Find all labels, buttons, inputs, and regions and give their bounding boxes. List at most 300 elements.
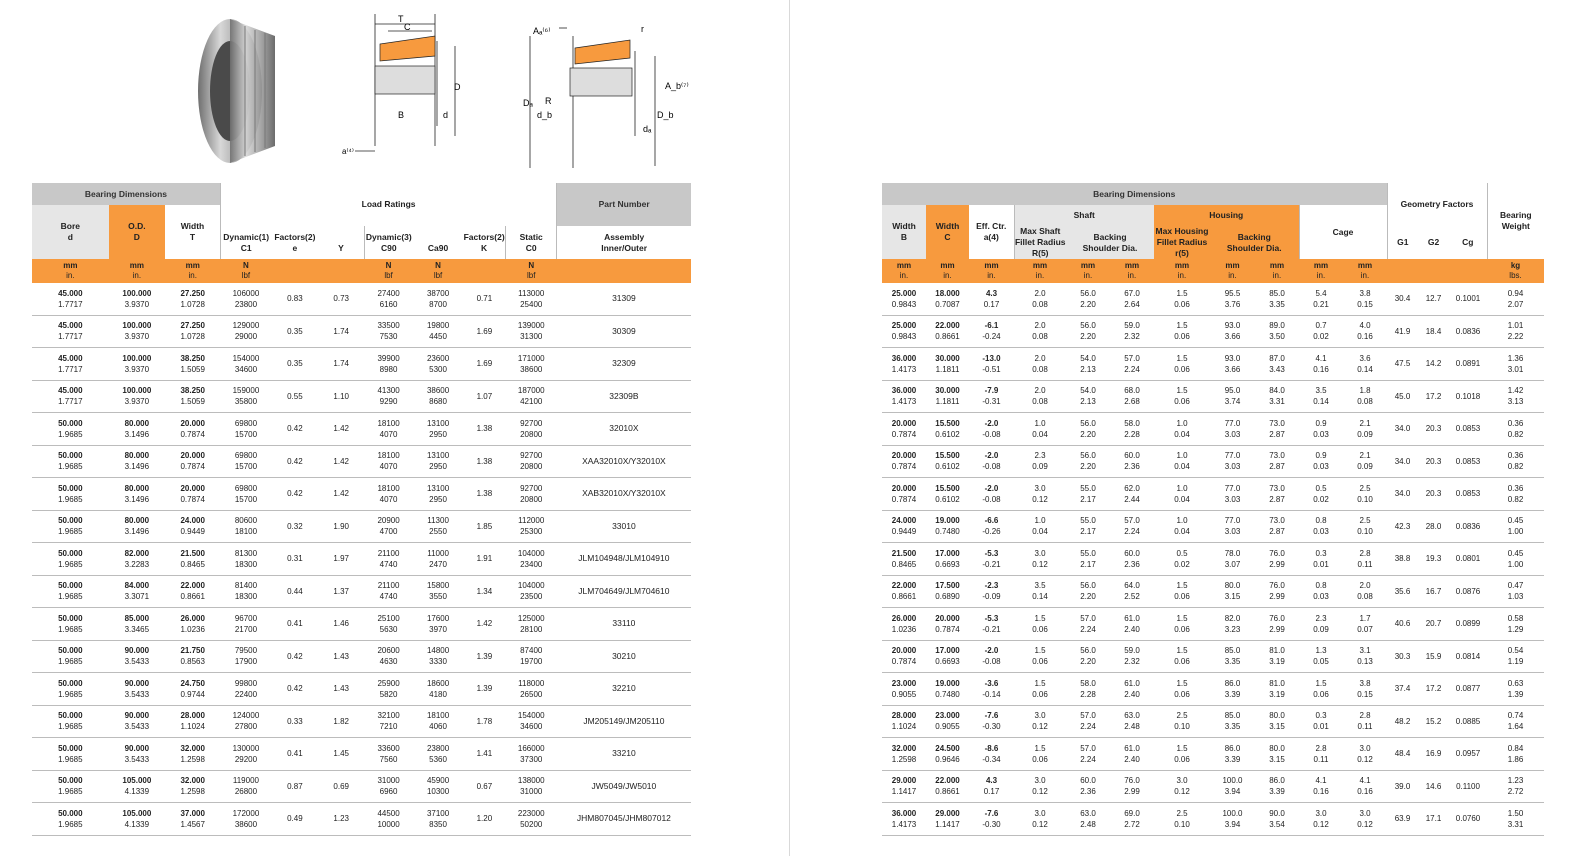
table-cell: 69800 15700 (220, 445, 271, 478)
table-cell: 34.0 (1387, 478, 1418, 511)
table-cell: 82.000 3.2283 (109, 543, 165, 576)
table-cell: 2.1 0.09 (1343, 413, 1387, 446)
table-cell: 21.500 0.8465 (165, 543, 220, 576)
left-unit-cell: N lbf (413, 259, 463, 283)
table-cell: 20.000 0.7874 (882, 640, 926, 673)
table-cell: 0.0853 (1449, 413, 1487, 446)
table-cell: 2.5 0.10 (1154, 705, 1210, 738)
table-cell: 30.3 (1387, 640, 1418, 673)
table-cell: 0.1100 (1449, 770, 1487, 803)
mounting-dimensions-diagram (515, 6, 695, 178)
table-cell: 100.000 3.9370 (109, 348, 165, 381)
table-cell: 1.97 (318, 543, 364, 576)
table-row (32, 283, 691, 315)
dynamic1-header: Dynamic(1) C1 (220, 226, 271, 259)
bearing-dimensions-header-right: Bearing Dimensions (882, 183, 1387, 205)
table-cell: 95.5 3.76 (1210, 283, 1255, 315)
table-cell: 154000 34600 (220, 348, 271, 381)
table-cell: 3.0 0.12 (1014, 770, 1066, 803)
table-cell: 171000 38600 (506, 348, 557, 381)
table-cell: 18100 4060 (413, 705, 463, 738)
table-row (882, 348, 1544, 381)
table-cell: 81.0 3.19 (1255, 673, 1299, 706)
table-cell: 59.0 2.32 (1110, 640, 1154, 673)
table-cell: 0.3 0.01 (1299, 543, 1343, 576)
table-cell: 32010X (557, 413, 691, 446)
table-cell: 25.000 0.9843 (882, 283, 926, 315)
table-cell: 57.0 2.24 (1066, 738, 1110, 771)
table-cell: 4.0 0.16 (1343, 315, 1387, 348)
table-cell: 1.38 (463, 413, 506, 446)
max-housing-header: Max Housing Fillet Radius r(5) (1155, 226, 1209, 258)
table-row (32, 640, 691, 673)
table-cell: 32309B (557, 380, 691, 413)
left-unit-cell: N lbf (220, 259, 271, 283)
cg-header: Cg (1449, 226, 1487, 259)
table-row (32, 770, 691, 803)
table-cell: 0.35 (271, 315, 318, 348)
table-cell: 3.8 0.15 (1343, 673, 1387, 706)
table-cell: 50.000 1.9685 (32, 478, 109, 511)
table-cell: 4.3 0.17 (969, 770, 1014, 803)
table-cell: 81.0 3.19 (1255, 640, 1299, 673)
table-cell: 14.6 (1418, 770, 1449, 803)
table-cell: 0.94 2.07 (1487, 283, 1544, 315)
table-cell: 45.000 1.7717 (32, 348, 109, 381)
table-cell: 13100 2950 (413, 445, 463, 478)
table-cell: 0.42 (271, 673, 318, 706)
table-cell: 12.7 (1418, 283, 1449, 315)
table-cell: 1.36 3.01 (1487, 348, 1544, 381)
table-cell: 138000 31000 (506, 770, 557, 803)
table-cell: 20600 4630 (364, 640, 413, 673)
table-cell: 104000 23400 (506, 543, 557, 576)
table-cell: 1.5 0.06 (1154, 283, 1210, 315)
table-cell: 1.01 2.22 (1487, 315, 1544, 348)
eff-ctr-header: Eff. Ctr. a(4) (969, 205, 1014, 259)
table-cell: 85.0 3.35 (1210, 705, 1255, 738)
label-Aa: Aₐ⁽⁶⁾ (533, 26, 551, 36)
table-cell: 2.0 0.08 (1014, 380, 1066, 413)
table-cell: 34.0 (1387, 445, 1418, 478)
label-Da: Dₐ (523, 98, 533, 108)
table-cell: 33600 7560 (364, 738, 413, 771)
table-cell: 20.000 0.7874 (882, 478, 926, 511)
table-cell: 0.32 (271, 510, 318, 543)
y-header: Y (318, 226, 364, 259)
table-row (32, 413, 691, 446)
left-unit-cell: mm in. (109, 259, 165, 283)
table-cell: 54.0 2.13 (1066, 348, 1110, 381)
table-cell: 64.0 2.52 (1110, 575, 1154, 608)
table-cell: 1.5 0.06 (1154, 348, 1210, 381)
table-cell: 1.10 (318, 380, 364, 413)
table-cell: 37.4 (1387, 673, 1418, 706)
table-cell: 45.000 1.7717 (32, 315, 109, 348)
table-cell: 30210 (557, 640, 691, 673)
table-row (32, 575, 691, 608)
table-cell: 50.000 1.9685 (32, 510, 109, 543)
table-cell: -6.1 -0.24 (969, 315, 1014, 348)
table-cell: 67.0 2.64 (1110, 283, 1154, 315)
table-cell: 45.000 1.7717 (32, 283, 109, 315)
table-cell: 0.42 (271, 445, 318, 478)
table-row (882, 705, 1544, 738)
table-cell: 32309 (557, 348, 691, 381)
table-cell: -2.0 -0.08 (969, 445, 1014, 478)
table-cell: 4.1 0.16 (1299, 770, 1343, 803)
table-cell: -7.6 -0.30 (969, 705, 1014, 738)
table-cell: 1.50 3.31 (1487, 803, 1544, 836)
table-cell: JLM104948/JLM104910 (557, 543, 691, 576)
table-cell: -2.0 -0.08 (969, 478, 1014, 511)
table-cell: 4.1 0.16 (1299, 348, 1343, 381)
table-cell: 104000 23500 (506, 575, 557, 608)
table-cell: 30.000 1.1811 (926, 348, 969, 381)
table-cell: 92700 20800 (506, 478, 557, 511)
table-cell: 13100 2950 (413, 413, 463, 446)
table-cell: 20.7 (1418, 608, 1449, 641)
table-cell: 58.0 2.28 (1066, 673, 1110, 706)
table-cell: 56.0 2.20 (1066, 413, 1110, 446)
table-cell: 130000 29200 (220, 738, 271, 771)
table-cell: -5.3 -0.21 (969, 608, 1014, 641)
table-cell: 20.000 0.7874 (165, 445, 220, 478)
mounting-dimensions-table (882, 183, 1544, 836)
table-row (882, 543, 1544, 576)
table-cell: 1.5 0.06 (1154, 738, 1210, 771)
table-cell: 80.0 3.15 (1255, 705, 1299, 738)
table-cell: 1.0 0.04 (1154, 445, 1210, 478)
table-cell: 3.1 0.13 (1343, 640, 1387, 673)
table-cell: 76.0 2.99 (1255, 608, 1299, 641)
table-cell: 1.5 0.06 (1014, 640, 1066, 673)
table-cell: 50.000 1.9685 (32, 738, 109, 771)
table-cell: 0.42 (271, 413, 318, 446)
table-cell: 0.63 1.39 (1487, 673, 1544, 706)
table-cell: 0.0899 (1449, 608, 1487, 641)
c90-header: Dynamic(3) C90 (364, 226, 413, 259)
table-cell: 86.0 3.39 (1210, 738, 1255, 771)
table-cell: 29.000 1.1417 (926, 803, 969, 836)
page-divider (789, 0, 790, 856)
table-cell: 22.000 0.8661 (926, 770, 969, 803)
table-cell: 1.78 (463, 705, 506, 738)
right-unit-cell: mm in. (1299, 259, 1343, 283)
table-cell: 2.5 0.10 (1343, 478, 1387, 511)
table-cell: 4.3 0.17 (969, 283, 1014, 315)
table-cell: 1.45 (318, 738, 364, 771)
table-cell: 0.0891 (1449, 348, 1487, 381)
table-cell: 14800 3330 (413, 640, 463, 673)
left-unit-cell (318, 259, 364, 283)
right-unit-cell (1387, 259, 1418, 283)
table-cell: -2.0 -0.08 (969, 640, 1014, 673)
table-cell: 39900 8980 (364, 348, 413, 381)
table-cell: 0.67 (463, 770, 506, 803)
table-cell: 1.74 (318, 348, 364, 381)
table-cell: 1.42 (318, 413, 364, 446)
table-row (882, 445, 1544, 478)
table-row (32, 705, 691, 738)
table-cell: 1.41 (463, 738, 506, 771)
table-cell: 0.44 (271, 575, 318, 608)
table-cell: 1.5 0.06 (1154, 575, 1210, 608)
table-cell: 50.000 1.9685 (32, 445, 109, 478)
left-unit-cell: N lbf (364, 259, 413, 283)
right-unit-cell: mm in. (1210, 259, 1255, 283)
label-B: B (398, 110, 405, 120)
table-cell: -6.6 -0.26 (969, 510, 1014, 543)
table-cell: 1.7 0.07 (1343, 608, 1387, 641)
table-cell: 24.000 0.9449 (882, 510, 926, 543)
e-header: Factors(2) e (271, 226, 318, 259)
label-C: C (404, 22, 411, 32)
table-cell: 1.38 (463, 478, 506, 511)
table-cell: 159000 35800 (220, 380, 271, 413)
table-cell: 0.5 0.02 (1299, 478, 1343, 511)
table-cell: 33210 (557, 738, 691, 771)
table-cell: 187000 42100 (506, 380, 557, 413)
right-unit-cell: mm in. (1154, 259, 1210, 283)
bearing-cross-section-diagram (340, 6, 470, 178)
table-cell: 38.250 1.5059 (165, 348, 220, 381)
table-cell: 62.0 2.44 (1110, 478, 1154, 511)
table-cell: 31309 (557, 283, 691, 315)
table-cell: 73.0 2.87 (1255, 413, 1299, 446)
table-cell: 25900 5820 (364, 673, 413, 706)
table-cell: 93.0 3.66 (1210, 315, 1255, 348)
table-cell: 87400 19700 (506, 640, 557, 673)
table-cell: 36.000 1.4173 (882, 380, 926, 413)
table-cell: 18.4 (1418, 315, 1449, 348)
g2-header: G2 (1418, 226, 1449, 259)
table-cell: 18100 4070 (364, 445, 413, 478)
table-cell: 2.3 0.09 (1014, 445, 1066, 478)
table-cell: 22.000 0.8661 (882, 575, 926, 608)
table-row (32, 380, 691, 413)
table-cell: 87.0 3.43 (1255, 348, 1299, 381)
table-cell: 50.000 1.9685 (32, 705, 109, 738)
right-unit-cell: mm in. (1255, 259, 1299, 283)
table-cell: 0.9 0.03 (1299, 445, 1343, 478)
table-cell: 15.500 0.6102 (926, 478, 969, 511)
label-d: d (443, 110, 449, 120)
table-cell: 11300 2550 (413, 510, 463, 543)
table-row (882, 803, 1544, 836)
table-cell: 105.000 4.1339 (109, 803, 165, 836)
table-cell: 20.3 (1418, 413, 1449, 446)
table-cell: -5.3 -0.21 (969, 543, 1014, 576)
table-cell: 18.000 0.7087 (926, 283, 969, 315)
table-row (882, 770, 1544, 803)
table-cell: 34.0 (1387, 413, 1418, 446)
table-cell: 15800 3550 (413, 575, 463, 608)
table-cell: 23.000 0.9055 (882, 673, 926, 706)
table-cell: 15.500 0.6102 (926, 445, 969, 478)
table-cell: 57.0 2.24 (1066, 705, 1110, 738)
static-header: Static C0 (506, 226, 557, 259)
table-cell: 30.000 1.1811 (926, 380, 969, 413)
left-unit-cell (271, 259, 318, 283)
width-b-header: Width B (882, 205, 926, 259)
table-cell: 61.0 2.40 (1110, 673, 1154, 706)
table-cell: 1.3 0.05 (1299, 640, 1343, 673)
table-row (32, 315, 691, 348)
table-cell: 2.8 0.11 (1299, 738, 1343, 771)
table-cell: 24.500 0.9646 (926, 738, 969, 771)
table-row (32, 510, 691, 543)
table-cell: 100.0 3.94 (1210, 803, 1255, 836)
label-T: T (398, 14, 404, 24)
table-cell: 0.5 0.02 (1154, 543, 1210, 576)
table-cell: 172000 38600 (220, 803, 271, 836)
table-cell: 0.54 1.19 (1487, 640, 1544, 673)
table-cell: 35.6 (1387, 575, 1418, 608)
table-cell: 0.45 1.00 (1487, 543, 1544, 576)
table-cell: 99800 22400 (220, 673, 271, 706)
table-cell: 56.0 2.20 (1066, 445, 1110, 478)
table-cell: 90.000 3.5433 (109, 640, 165, 673)
table-cell: 21100 4740 (364, 543, 413, 576)
table-row (32, 673, 691, 706)
table-cell: JHM807045/JHM807012 (557, 803, 691, 836)
table-cell: 3.0 0.12 (1014, 543, 1066, 576)
table-cell: 31000 6960 (364, 770, 413, 803)
table-cell: 3.5 0.14 (1299, 380, 1343, 413)
table-cell: 61.0 2.40 (1110, 738, 1154, 771)
table-cell: 20900 4700 (364, 510, 413, 543)
table-cell: 18100 4070 (364, 478, 413, 511)
table-cell: 55.0 2.17 (1066, 478, 1110, 511)
table-cell: 0.0801 (1449, 543, 1487, 576)
table-cell: 39.0 (1387, 770, 1418, 803)
table-cell: 20.000 0.7874 (882, 445, 926, 478)
table-cell: 45.0 (1387, 380, 1418, 413)
table-cell: 80.000 3.1496 (109, 478, 165, 511)
table-cell: 1.0 0.04 (1154, 478, 1210, 511)
table-cell: 28.000 1.1024 (882, 705, 926, 738)
table-cell: 100.000 3.9370 (109, 380, 165, 413)
table-cell: 17.2 (1418, 673, 1449, 706)
right-unit-cell (1449, 259, 1487, 283)
table-cell: 37100 8350 (413, 803, 463, 836)
table-cell: 77.0 3.03 (1210, 510, 1255, 543)
table-cell: -2.0 -0.08 (969, 413, 1014, 446)
bore-header: Bore d (32, 205, 109, 259)
table-cell: 42.3 (1387, 510, 1418, 543)
table-row (32, 445, 691, 478)
table-cell: 22.000 0.8661 (165, 575, 220, 608)
table-cell: 27.250 1.0728 (165, 315, 220, 348)
table-cell: 223000 50200 (506, 803, 557, 836)
left-unit-cell: mm in. (32, 259, 109, 283)
table-cell: 76.0 2.99 (1255, 543, 1299, 576)
table-cell: 79500 17900 (220, 640, 271, 673)
table-cell: 27.250 1.0728 (165, 283, 220, 315)
table-cell: 113000 25400 (506, 283, 557, 315)
table-cell: 1.5 0.06 (1014, 608, 1066, 641)
table-cell: 1.23 (318, 803, 364, 836)
table-cell: 0.49 (271, 803, 318, 836)
table-cell: 32.000 1.2598 (165, 770, 220, 803)
label-db: d_b (537, 110, 553, 120)
table-cell: 81400 18300 (220, 575, 271, 608)
table-cell: 69800 15700 (220, 478, 271, 511)
table-cell: 0.36 0.82 (1487, 445, 1544, 478)
table-cell: 0.0853 (1449, 445, 1487, 478)
table-cell: JW5049/JW5010 (557, 770, 691, 803)
table-cell: 38.250 1.5059 (165, 380, 220, 413)
table-cell: 118000 26500 (506, 673, 557, 706)
table-row (882, 673, 1544, 706)
left-unit-cell: mm in. (165, 259, 220, 283)
table-cell: -2.3 -0.09 (969, 575, 1014, 608)
table-cell: 2.3 0.09 (1299, 608, 1343, 641)
table-cell: 100.000 3.9370 (109, 315, 165, 348)
table-cell: 50.000 1.9685 (32, 413, 109, 446)
table-cell: 17.1 (1418, 803, 1449, 836)
table-cell: 37.000 1.4567 (165, 803, 220, 836)
table-cell: 26.000 1.0236 (165, 608, 220, 641)
table-cell: 100.000 3.9370 (109, 283, 165, 315)
table-cell: 85.0 3.35 (1255, 283, 1299, 315)
table-cell: 139000 31300 (506, 315, 557, 348)
table-cell: 20.000 0.7874 (165, 413, 220, 446)
table-cell: 57.0 2.24 (1066, 608, 1110, 641)
table-cell: 57.0 2.24 (1110, 510, 1154, 543)
table-cell: 1.0 0.04 (1154, 413, 1210, 446)
table-cell: 1.39 (463, 640, 506, 673)
table-cell: 50.000 1.9685 (32, 803, 109, 836)
table-cell: 19.3 (1418, 543, 1449, 576)
shaft-header: Shaft (1014, 205, 1154, 226)
bearing-photo (190, 6, 290, 178)
table-cell: 0.45 1.00 (1487, 510, 1544, 543)
table-cell: 1.39 (463, 673, 506, 706)
table-cell: 27400 6160 (364, 283, 413, 315)
table-cell: 15.2 (1418, 705, 1449, 738)
table-row (882, 738, 1544, 771)
table-cell: 19800 4450 (413, 315, 463, 348)
table-cell: 50.000 1.9685 (32, 543, 109, 576)
table-cell: 85.0 3.35 (1210, 640, 1255, 673)
table-cell: 77.0 3.03 (1210, 478, 1255, 511)
width-c-header: Width C (926, 205, 969, 259)
table-cell: 17600 3970 (413, 608, 463, 641)
table-cell: 15.500 0.6102 (926, 413, 969, 446)
table-cell: 61.0 2.40 (1110, 608, 1154, 641)
right-unit-cell (1418, 259, 1449, 283)
table-cell: 0.33 (271, 705, 318, 738)
table-cell: -7.6 -0.30 (969, 803, 1014, 836)
table-cell: 33500 7530 (364, 315, 413, 348)
table-row (882, 640, 1544, 673)
right-unit-cell: mm in. (882, 259, 926, 283)
table-cell: 63.9 (1387, 803, 1418, 836)
table-cell: 57.0 2.24 (1110, 348, 1154, 381)
table-row (32, 348, 691, 381)
part-number-header: Part Number (557, 183, 691, 226)
table-cell: 30.4 (1387, 283, 1418, 315)
table-cell: 1.43 (318, 673, 364, 706)
table-cell: 2.5 0.10 (1343, 510, 1387, 543)
table-cell: 32100 7210 (364, 705, 413, 738)
table-cell: 63.0 2.48 (1066, 803, 1110, 836)
table-cell: 3.0 0.12 (1154, 770, 1210, 803)
table-cell: 16.7 (1418, 575, 1449, 608)
table-cell: 77.0 3.03 (1210, 445, 1255, 478)
